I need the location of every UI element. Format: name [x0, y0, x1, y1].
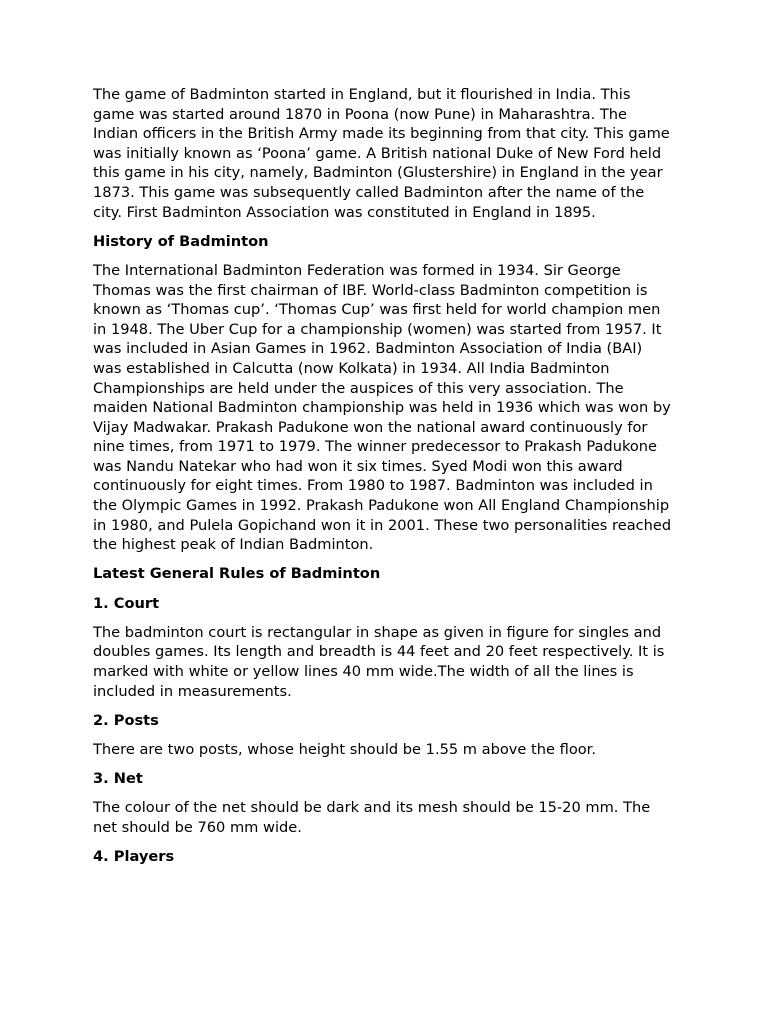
net-heading: 3. Net	[93, 770, 143, 788]
net-paragraph: The colour of the net should be dark and its mesh should be 15-20 mm. The net should be 760 mm wide.	[93, 799, 651, 836]
court-paragraph: The badminton court is rectangular in shape as given in figure for singles and doubles games. Its length and breadth is 44 feet and 20 feet respectively. It is marked with white or yellow lines 40 mm wide.The width of all the lines is included in measurements.	[93, 623, 665, 700]
posts-paragraph: There are two posts, whose height should be 1.55 m above the floor.	[93, 740, 596, 758]
rules-heading: Latest General Rules of Badminton	[93, 565, 381, 583]
document-body	[93, 85, 675, 876]
intro-paragraph: The game of Badminton started in England, but it flourished in India. This game was started around 1870 in Poona (now Pune) in Maharashtra. The Indian officers in the British Army made its beginning from that city. This game was initially known as ‘Poona’ game. A British national Duke of New Ford held this game in his city, namely, Badminton (Glustershire) in England in the year 1873. This game was subsequently called Badminton after the name of the city. First Badminton Association was constituted in England in 1895.	[93, 86, 670, 221]
history-heading: History of Badminton	[93, 232, 269, 250]
posts-heading: 2. Posts	[93, 711, 159, 729]
history-paragraph: The International Badminton Federation was formed in 1934. Sir George Thomas was the first chairman of IBF. World-class Badminton competition is known as ‘Thomas cup’. ‘Thomas Cup’ was first held for world champion men in 1948. The Uber Cup for a championship (women) was started from 1957. It was included in Asian Games in 1962. Badminton Association of India (BAI) was established in Calcutta (now Kolkata) in 1934. All India Badminton Championships are held under the auspices of this very association. The maiden National Badminton championship was held in 1936 which was won by Vijay Madwakar. Prakash Padukone won the national award continuously for nine times, from 1971 to 1979. The winner predecessor to Prakash Padukone was Nandu Natekar who had won it six times. Syed Modi won this award continuously for eight times. From 1980 to 1987. Badminton was included in the Olympic Games in 1992. Prakash Padukone won All England Championship in 1980, and Pulela Gopichand won it in 2001. These two personalities reached the highest peak of Indian Badminton.	[93, 261, 672, 554]
court-heading: 1. Court	[93, 594, 160, 612]
players-heading: 4. Players	[93, 848, 175, 866]
